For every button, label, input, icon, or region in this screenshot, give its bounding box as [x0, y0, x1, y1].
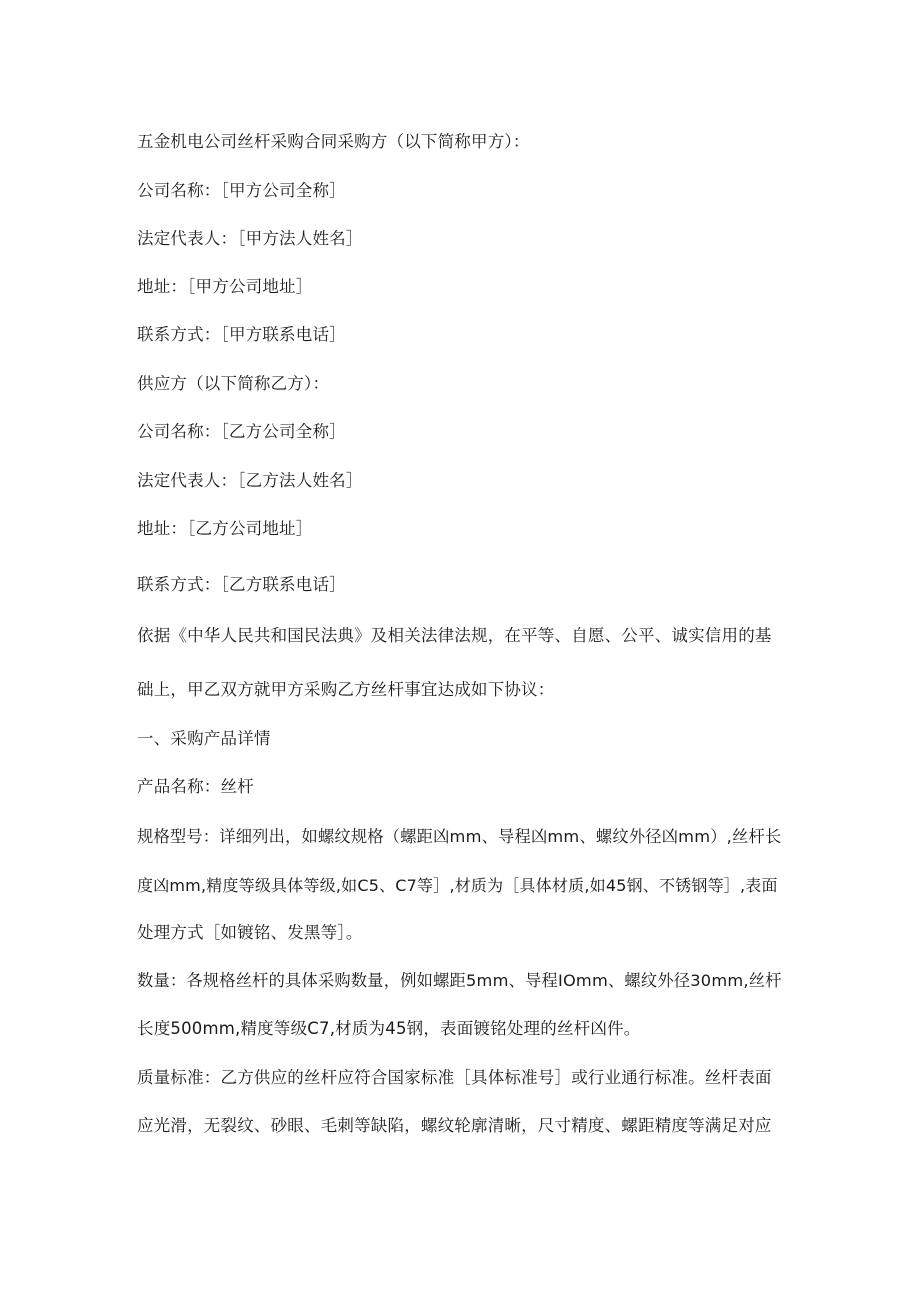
quality-line-1: 质量标准：乙方供应的丝杆应符合国家标准［具体标准号］或行业通行标准。丝杆表面 [137, 1068, 772, 1087]
buyer-company-name: 公司名称：［甲方公司全称］ [137, 181, 346, 200]
buyer-legal-representative: 法定代表人：［甲方法人姓名］ [137, 229, 363, 248]
contract-heading-buyer: 五金机电公司丝杆采购合同采购方（以下简称甲方）： [137, 132, 530, 151]
product-name: 产品名称：丝杆 [137, 777, 254, 796]
spec-line-3: 处理方式［如镀铭、发黑等］。 [137, 923, 363, 942]
section-1-heading: 一、采购产品详情 [137, 729, 271, 748]
buyer-address: 地址：［甲方公司地址］ [137, 277, 313, 296]
spec-line-1: 规格型号：详细列出，如螺纹规格（螺距凶mm、导程凶mm、螺纹外径凶mm）,丝杆长 [137, 827, 782, 846]
supplier-address: 地址：［乙方公司地址］ [137, 519, 313, 538]
buyer-contact: 联系方式：［甲方联系电话］ [137, 325, 346, 344]
quantity-line-1: 数量：各规格丝杆的具体采购数量，例如螺距5mm、导程IOmm、螺纹外径30mm,丝杆 [137, 971, 782, 990]
spec-line-2: 度凶mm,精度等级具体等级,如C5、C7等］,材质为［具体材质,如45钢、不锈钢等］,表面 [137, 876, 778, 895]
supplier-company-name: 公司名称：［乙方公司全称］ [137, 422, 346, 441]
supplier-legal-representative: 法定代表人：［乙方法人姓名］ [137, 471, 363, 490]
quality-line-2: 应光滑，无裂纹、砂眼、毛刺等缺陷，螺纹轮廓清晰，尺寸精度、螺距精度等满足对应 [137, 1116, 772, 1135]
supplier-heading: 供应方（以下简称乙方）： [137, 374, 330, 393]
preamble-line-2: 础上，甲乙双方就甲方采购乙方丝杆事宜达成如下协议： [137, 680, 555, 699]
supplier-contact: 联系方式：［乙方联系电话］ [137, 575, 346, 594]
quantity-line-2: 长度500mm,精度等级C7,材质为45钢，表面镀铭处理的丝杆凶件。 [137, 1019, 641, 1038]
preamble-line-1: 依据《中华人民共和国民法典》及相关法律法规，在平等、自愿、公平、诚实信用的基 [137, 626, 772, 645]
